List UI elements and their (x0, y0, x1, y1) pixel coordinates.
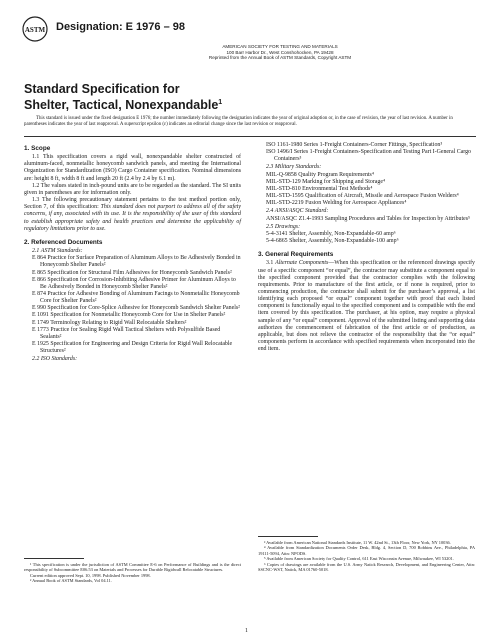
drawing-reference-list (258, 231, 475, 245)
svg-text:ASTM: ASTM (24, 26, 46, 34)
reference-item: ISO 1161-1980 Series 1-Freight Containers-Corner Fittings, Specification³ (266, 142, 443, 148)
divider (24, 136, 476, 137)
military-reference-list (258, 172, 475, 208)
footnote-rule (24, 558, 84, 559)
page-number: 1 (245, 628, 248, 634)
section-heading-general-requirements: 3. General Requirements (258, 251, 334, 259)
left-column (24, 142, 241, 364)
astm-reference-list (24, 255, 241, 355)
reference-item: MIL-STD-810 Environmental Test Methods⁴ (266, 185, 373, 192)
right-column (258, 142, 475, 353)
subheading-military: 2.3 Military Standards: (266, 164, 322, 171)
issuance-note: This standard is issued under the fixed designation E 1976; the number immediately following the designation indicates the year of original adoption or, in the case of revision, the year of last revision. A number in parentheses indicates the year of last reapproval. A superscript epsilon (ε) indicates an editorial change since the last revision or reapproval. (24, 116, 453, 127)
subheading-iso: 2.2 ISO Standards: (32, 356, 78, 363)
reference-item: E 874 Practice for Adhesive Bonding of Aluminum Facings to Nonmetallic Honeycomb Core for Shelter Panels² (32, 290, 240, 305)
left-footnotes (24, 558, 241, 584)
publisher-line: Reprinted from the Annual Book of ASTM Standards, Copyright ASTM (208, 55, 352, 61)
reference-item: MIL-Q-9858 Quality Program Requirements⁴ (266, 171, 374, 178)
footnote: ⁵ Available from American Society for Quality Control, 611 East Wisconsin Avenue, Milwaukee, WI 53201. (264, 556, 454, 562)
ansi-reference-list (258, 216, 475, 223)
publisher-line: 100 Barr Harbor Dr., West Conshohocken, PA 19428 (226, 49, 334, 55)
footnote: ⁶ Copies of drawings are available from the U.S. Army Natick Research, Development, and Engineering Center, Attn: SSCNC-WST, Natick, MA 01760-5018. (258, 561, 475, 573)
subheading-drawings: 2.5 Drawings: (266, 223, 301, 230)
paragraph-1-2: 1.2 The values stated in inch-pound units are to be regarded as the standard. The SI units given in parentheses are for information only. (24, 182, 241, 196)
reference-item: MIL-STD-129 Marking for Shipping and Storage⁴ (266, 178, 386, 185)
astm-logo (22, 16, 48, 42)
publisher-info (150, 44, 410, 61)
reference-item: E 1773 Practice for Sealing Rigid Wall Tactical Shelters with Polysulfide Based Sealants² (32, 326, 221, 340)
reference-item: E 865 Specification for Structural Film Adhesives for Honeycomb Sandwich Panels² (32, 269, 232, 276)
reference-item: E 1925 Specification for Engineering and Design Criteria for Rigid Wall Relocatable Structures² (32, 341, 233, 355)
document-title (24, 82, 222, 112)
footnote: ⁴ Available from Standardization Documents Order Desk, Bldg. 4, Section D, 700 Robbins Ave., Philadelphia, PA 19111-5094, Attn: NPODS. (258, 545, 475, 556)
paragraph-1-1: 1.1 This specification covers a rigid wall, nonexpandable shelter constructed of aluminum-faced, nonmetallic honeycomb sandwich panels, and meeting the International Organization for Standardization (ISO) Cargo Container specification. Nominal dimensions are: height 8 ft, width 8 ft and length 20 ft (2.4 by 2.4 by 6.1 m). (24, 154, 241, 182)
reference-item: E 1749 Terminology Relating to Rigid Wall Relocatable Shelters² (32, 319, 187, 326)
reference-item: MIL-STD-1595 Qualification of Aircraft, Missile and Aerospace Fusion Welders⁴ (266, 193, 459, 200)
section-heading-referenced-documents: 2. Referenced Documents (24, 238, 103, 246)
iso-reference-list (258, 142, 475, 163)
publisher-line: AMERICAN SOCIETY FOR TESTING AND MATERIALS (222, 44, 338, 49)
footnote-rule (258, 536, 318, 537)
subheading-ansi: 2.4 ANSI/ASQC Standard: (266, 208, 329, 215)
reference-item: E 990 Specification for Core-Splice Adhesive for Honeycomb Sandwich Shelter Panels² (32, 305, 240, 312)
reference-item: ANSI/ASQC Z1.4-1993 Sampling Procedures and Tables for Inspection by Attributes⁵ (266, 215, 471, 222)
reference-item: E 866 Specification for Corrosion-Inhibiting Adhesive Primer for Aluminum Alloys to Be Adhesively Bonded in Honeycomb Shelter Panels² (32, 276, 236, 290)
title-line-2: Shelter, Tactical, Nonexpandable$^1$ (24, 98, 223, 113)
footnote: ² Annual Book of ASTM Standards, Vol 04.11. (30, 578, 112, 584)
reference-item: 5-4-3141 Shelter, Assembly, Non-Expandable-60 amp⁶ (266, 230, 396, 237)
subheading-astm: 2.1 ASTM Standards: (32, 248, 83, 255)
right-footnotes (258, 536, 475, 572)
paragraph-3-1: 3.1 Alternate Components—When this specification or the referenced drawings specify use of a specific component “or equal”, the contractor may substitute a component equal to the specified component provided that the contractor complies with the following requirements. Prior to manufacture of the first article, or if none is required, prior to commencing production, the contractor shall submit for the purchaser’s approval, a list identifying each proposed “or equal” component together with proof that each listed component is functionally equal to the specified component and is compatible with the end item covered by this specification. The purchaser, at his option, may require a physical sample of any “or equal” component. Approval of the submitted listing and supporting data authorizes the commencement of fabrication of the first article or of production, as applicable, but does not relieve the contractor of the responsibility that the “or equal” components perform in accordance with specified requirements when incorporated into the end item. (258, 260, 475, 353)
reference-item: 5-4-6865 Shelter, Assembly, Non-Expandable-100 amp⁶ (266, 238, 399, 245)
paragraph-1-3: 1.3 The following precautionary statement pertains to the test method portion only, Section 7, of this specification: This standard does not purport to address all of the safety concerns, if any, associated with its use. It is the responsibility of the user of this standard to establish appropriate safety and health practices and determine the applicability of regulatory limitations prior to use. (24, 197, 241, 232)
reference-item: MIL-STD-2219 Fusion Welding for Aerospace Appliances⁴ (266, 200, 407, 207)
footnote: ¹ This specification is under the jurisdiction of ASTM Committee E-6 on Performance of Buildings and is the direct responsibility of Subcommittee E06.53 on Materials and Processes for Durable Rigidwall Relocatable Structures. (24, 562, 241, 573)
reference-item: E 864 Practice for Surface Preparation of Aluminum Alloys to Be Adhesively Bonded in Honeycomb Shelter Panels² (32, 255, 241, 269)
footnote: Current edition approved Sept. 10, 1998. Published November 1998. (30, 572, 151, 578)
reference-item: ISO 1496/I Series 1-Freight Containers-Specification and Testing Part I-General Cargo Containers³ (266, 149, 472, 163)
title-line-1: Standard Specification for (24, 82, 180, 96)
section-heading-scope: 1. Scope (24, 145, 51, 152)
designation: Designation: E 1976 – 98 (56, 21, 185, 33)
reference-item: E 1091 Specification for Nonmetallic Honeycomb Core for Use in Shelter Panels² (32, 312, 226, 319)
footnote: ³ Available from American National Standards Institute, 11 W. 42nd St., 13th Floor, New York, NY 10036. (264, 540, 451, 545)
